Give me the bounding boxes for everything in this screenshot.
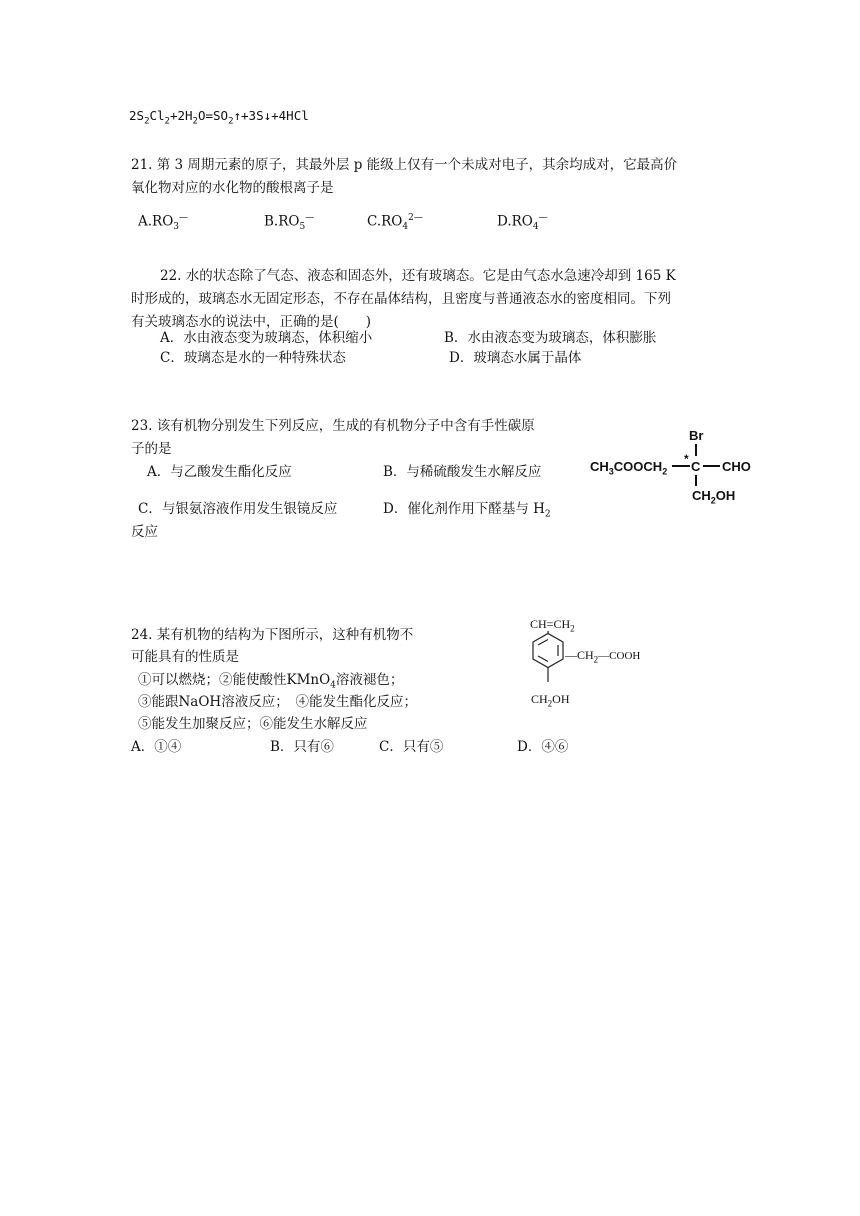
q22-option-b: B．水由液态变为玻璃态，体积膨胀 <box>444 330 657 346</box>
q24-structure-diagram <box>515 616 675 710</box>
struct-sub: 2 <box>710 495 716 506</box>
q24-line4: ③能跟NaOH溶液反应； ④能发生酯化反应； <box>138 694 417 710</box>
q21-option-c <box>367 213 423 232</box>
ester-group-label <box>590 459 667 477</box>
struct-text: COOCH <box>613 459 663 474</box>
option-text: C.RO <box>367 213 403 230</box>
struct-text: —COOH <box>598 650 641 662</box>
option-sub: 3 <box>173 222 180 233</box>
struct-text: OH <box>552 692 570 706</box>
q23-option-b: B．与稀硫酸发生水解反应 <box>383 464 542 480</box>
struct-sub: 2 <box>593 654 599 665</box>
option-text: A.RO <box>138 213 174 230</box>
eq-sub: 2 <box>164 116 170 127</box>
q24-line5: ⑤能发生加聚反应；⑥能发生水解反应 <box>138 716 368 732</box>
q24-line3 <box>138 668 403 691</box>
option-sup: — <box>538 213 548 223</box>
aldehyde-label: CHO <box>722 459 751 474</box>
option-sub: 5 <box>299 222 306 233</box>
struct-sub: 2 <box>547 698 553 709</box>
q22-option-a: A．水由液态变为玻璃态，体积缩小 <box>160 330 373 346</box>
top-equation <box>129 108 309 127</box>
q21-line2: 氧化物对应的水化物的酸根离子是 <box>131 180 334 196</box>
bromine-label: Br <box>689 428 704 443</box>
carboxymethyl-label <box>565 648 640 664</box>
eq-part: 2S <box>129 108 145 123</box>
option-sup: — <box>305 213 315 223</box>
eq-sub: 2 <box>144 116 150 127</box>
struct-text: CH <box>531 692 548 706</box>
struct-text: CH <box>590 459 609 474</box>
option-text: D.RO <box>497 213 533 230</box>
struct-text: —CH <box>565 648 594 662</box>
q22-line1: 22. 水的状态除了气态、液态和固态外，还有玻璃态。它是由气态水急速冷却到 165 K <box>160 268 676 284</box>
option-sup: — <box>179 213 189 223</box>
option-sub: 4 <box>402 222 409 233</box>
q24-text: ①可以燃烧；②能使酸性KMnO <box>138 672 331 688</box>
struct-text: OH <box>715 488 736 503</box>
eq-part: ↑+3S↓+4HCl <box>233 108 309 123</box>
option-sup: 2— <box>408 213 423 223</box>
q22-option-c: C．玻璃态是水的一种特殊状态 <box>160 350 346 366</box>
eq-part: O=SO <box>197 108 229 123</box>
struct-sub: 2 <box>570 623 575 634</box>
q22-line2: 时形成的，玻璃态水无固定形态，不存在晶体结构，且密度与普通液态水的密度相同。下列 <box>131 291 671 307</box>
q23-structure-diagram <box>588 428 768 512</box>
option-text: B.RO <box>264 213 300 230</box>
struct-sub: 3 <box>608 466 614 477</box>
q23-option-c: C．与银氨溶液作用发生银镜反应 <box>138 501 338 517</box>
q24-line2: 可能具有的性质是 <box>131 649 239 665</box>
q21-option-a <box>138 213 188 232</box>
q23-option-d-continuation: 反应 <box>131 524 158 540</box>
q24-sub: 4 <box>330 680 336 691</box>
struct-text: CH=CH <box>530 617 571 631</box>
q21-option-d <box>497 213 548 232</box>
option-sub: 4 <box>532 222 539 233</box>
vinyl-group-label <box>530 617 575 633</box>
q24-option-a: A．①④ <box>131 739 182 755</box>
q23-option-d <box>383 497 551 520</box>
q21-option-b <box>264 213 314 232</box>
chiral-star: * <box>684 452 689 466</box>
q22-option-d: D．玻璃态水属于晶体 <box>449 350 582 366</box>
q24-option-d: D．④⑥ <box>517 739 569 755</box>
eq-part: Cl <box>149 108 165 123</box>
central-carbon-label: C <box>691 459 701 474</box>
option-text: D．催化剂作用下醛基与 H <box>383 501 545 517</box>
q24-line1: 24. 某有机物的结构为下图所示，这种有机物不 <box>131 627 414 643</box>
eq-sub: 2 <box>228 116 234 127</box>
option-sub: 2 <box>544 509 551 520</box>
q24-option-c: C．只有⑤ <box>379 739 444 755</box>
eq-part: +2H <box>169 108 193 123</box>
q23-line2: 子的是 <box>131 441 172 457</box>
hydroxymethyl-label <box>692 488 735 506</box>
q22-line3: 有关玻璃态水的说法中，正确的是( ) <box>131 314 372 330</box>
q24-option-b: B．只有⑥ <box>270 739 334 755</box>
q21-line1: 21. 第 3 周期元素的原子，其最外层 p 能级上仅有一个未成对电子，其余均成对，它最高价 <box>131 157 678 173</box>
struct-sub: 2 <box>662 466 668 477</box>
hydroxymethyl-label <box>531 692 570 708</box>
q23-option-a: A．与乙酸发生酯化反应 <box>147 464 292 480</box>
eq-sub: 2 <box>192 116 198 127</box>
q23-line1: 23. 该有机物分别发生下列反应，生成的有机物分子中含有手性碳原 <box>131 418 535 434</box>
struct-text: CH <box>692 488 711 503</box>
q24-text: 溶液褪色； <box>335 672 404 688</box>
